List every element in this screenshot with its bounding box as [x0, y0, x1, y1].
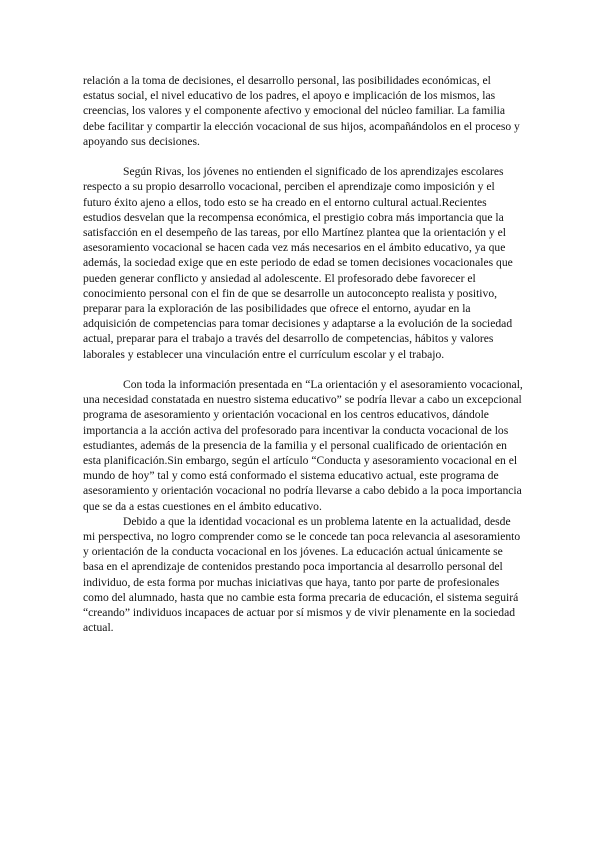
paragraph-rivas-martinez: Según Rivas, los jóvenes no entienden el significado de los aprendizajes escolares respecto a su propio desarrollo vocacional, perciben el aprendizaje como imposición y el futuro éxito ajeno a ellos, todo esto se ha creado en el entorno cultural actual.Recientes estudios desvelan que la recompensa económica, el prestigio cobra más importancia que la satisfacción en el desempeño de las tareas, por ello Martínez plantea que la orientación y el asesoramiento vocacional se hacen cada vez más necesarios en el ámbito educativo, ya que además, la sociedad exige que en este periodo de edad se tomen decisiones vocacionales que pueden generar conflicto y ansiedad al adolescente. El profesorado debe favorecer el conocimiento personal con el fin de que se desarrolle un autoconcepto realista y positivo, preparar para la exploración de las posibilidades que ofrece el entorno, ayudar en la adquisición de competencias para tomar decisiones y adaptarse a la evolución de la sociedad actual, preparar para el trabajo a través del desarrollo de competencias, hábitos y valores laborales y establecer una vinculación entre el currículum escolar y el trabajo. — [83, 165, 513, 361]
document-body — [83, 73, 523, 635]
paragraph-program-proposal: Con toda la información presentada en “La orientación y el asesoramiento vocacional, una necesidad constatada en nuestro sistema educativo” se podría llevar a cabo un excepcional programa de asesoramiento y orientación vocacional en los centros educativos, dándole importancia a la acción activa del profesorado para incentivar la conducta vocacional de los estudiantes, además de la presencia de la familia y el personal cualificado de orientación en esta planificación.Sin embargo, según el artículo “Conducta y asesoramiento vocacional en el mundo de hoy” tal y como está conformado el sistema educativo actual, este programa de asesoramiento y orientación vocacional no podría llevarse a cabo debido a la poca importancia que se da a estas cuestiones en el ámbito educativo. — [83, 378, 523, 513]
paragraph-personal-opinion: Debido a que la identidad vocacional es un problema latente en la actualidad, desde mi perspectiva, no logro comprender como se le concede tan poca relevancia al asesoramiento y orientación de la conducta vocacional en los jóvenes. La educación actual únicamente se basa en el aprendizaje de contenidos prestando poca importancia al desarrollo personal del individuo, de esta forma por muchas iniciativas que haya, tanto por parte de profesionales como del alumnado, hasta que no cambie esta forma precaria de educación, el sistema seguirá “creando” individuos incapaces de actuar por sí mismos y de vivir plenamente en la sociedad actual. — [83, 514, 521, 635]
paragraph-family-role: relación a la toma de decisiones, el desarrollo personal, las posibilidades económicas, el estatus social, el nivel educativo de los padres, el apoyo e implicación de los mismos, las creencias, los valores y el componente afectivo y emocional del núcleo familiar. La familia debe facilitar y compartir la elección vocacional de sus hijos, acompañándolos en el proceso y apoyando sus decisiones. — [83, 74, 520, 148]
